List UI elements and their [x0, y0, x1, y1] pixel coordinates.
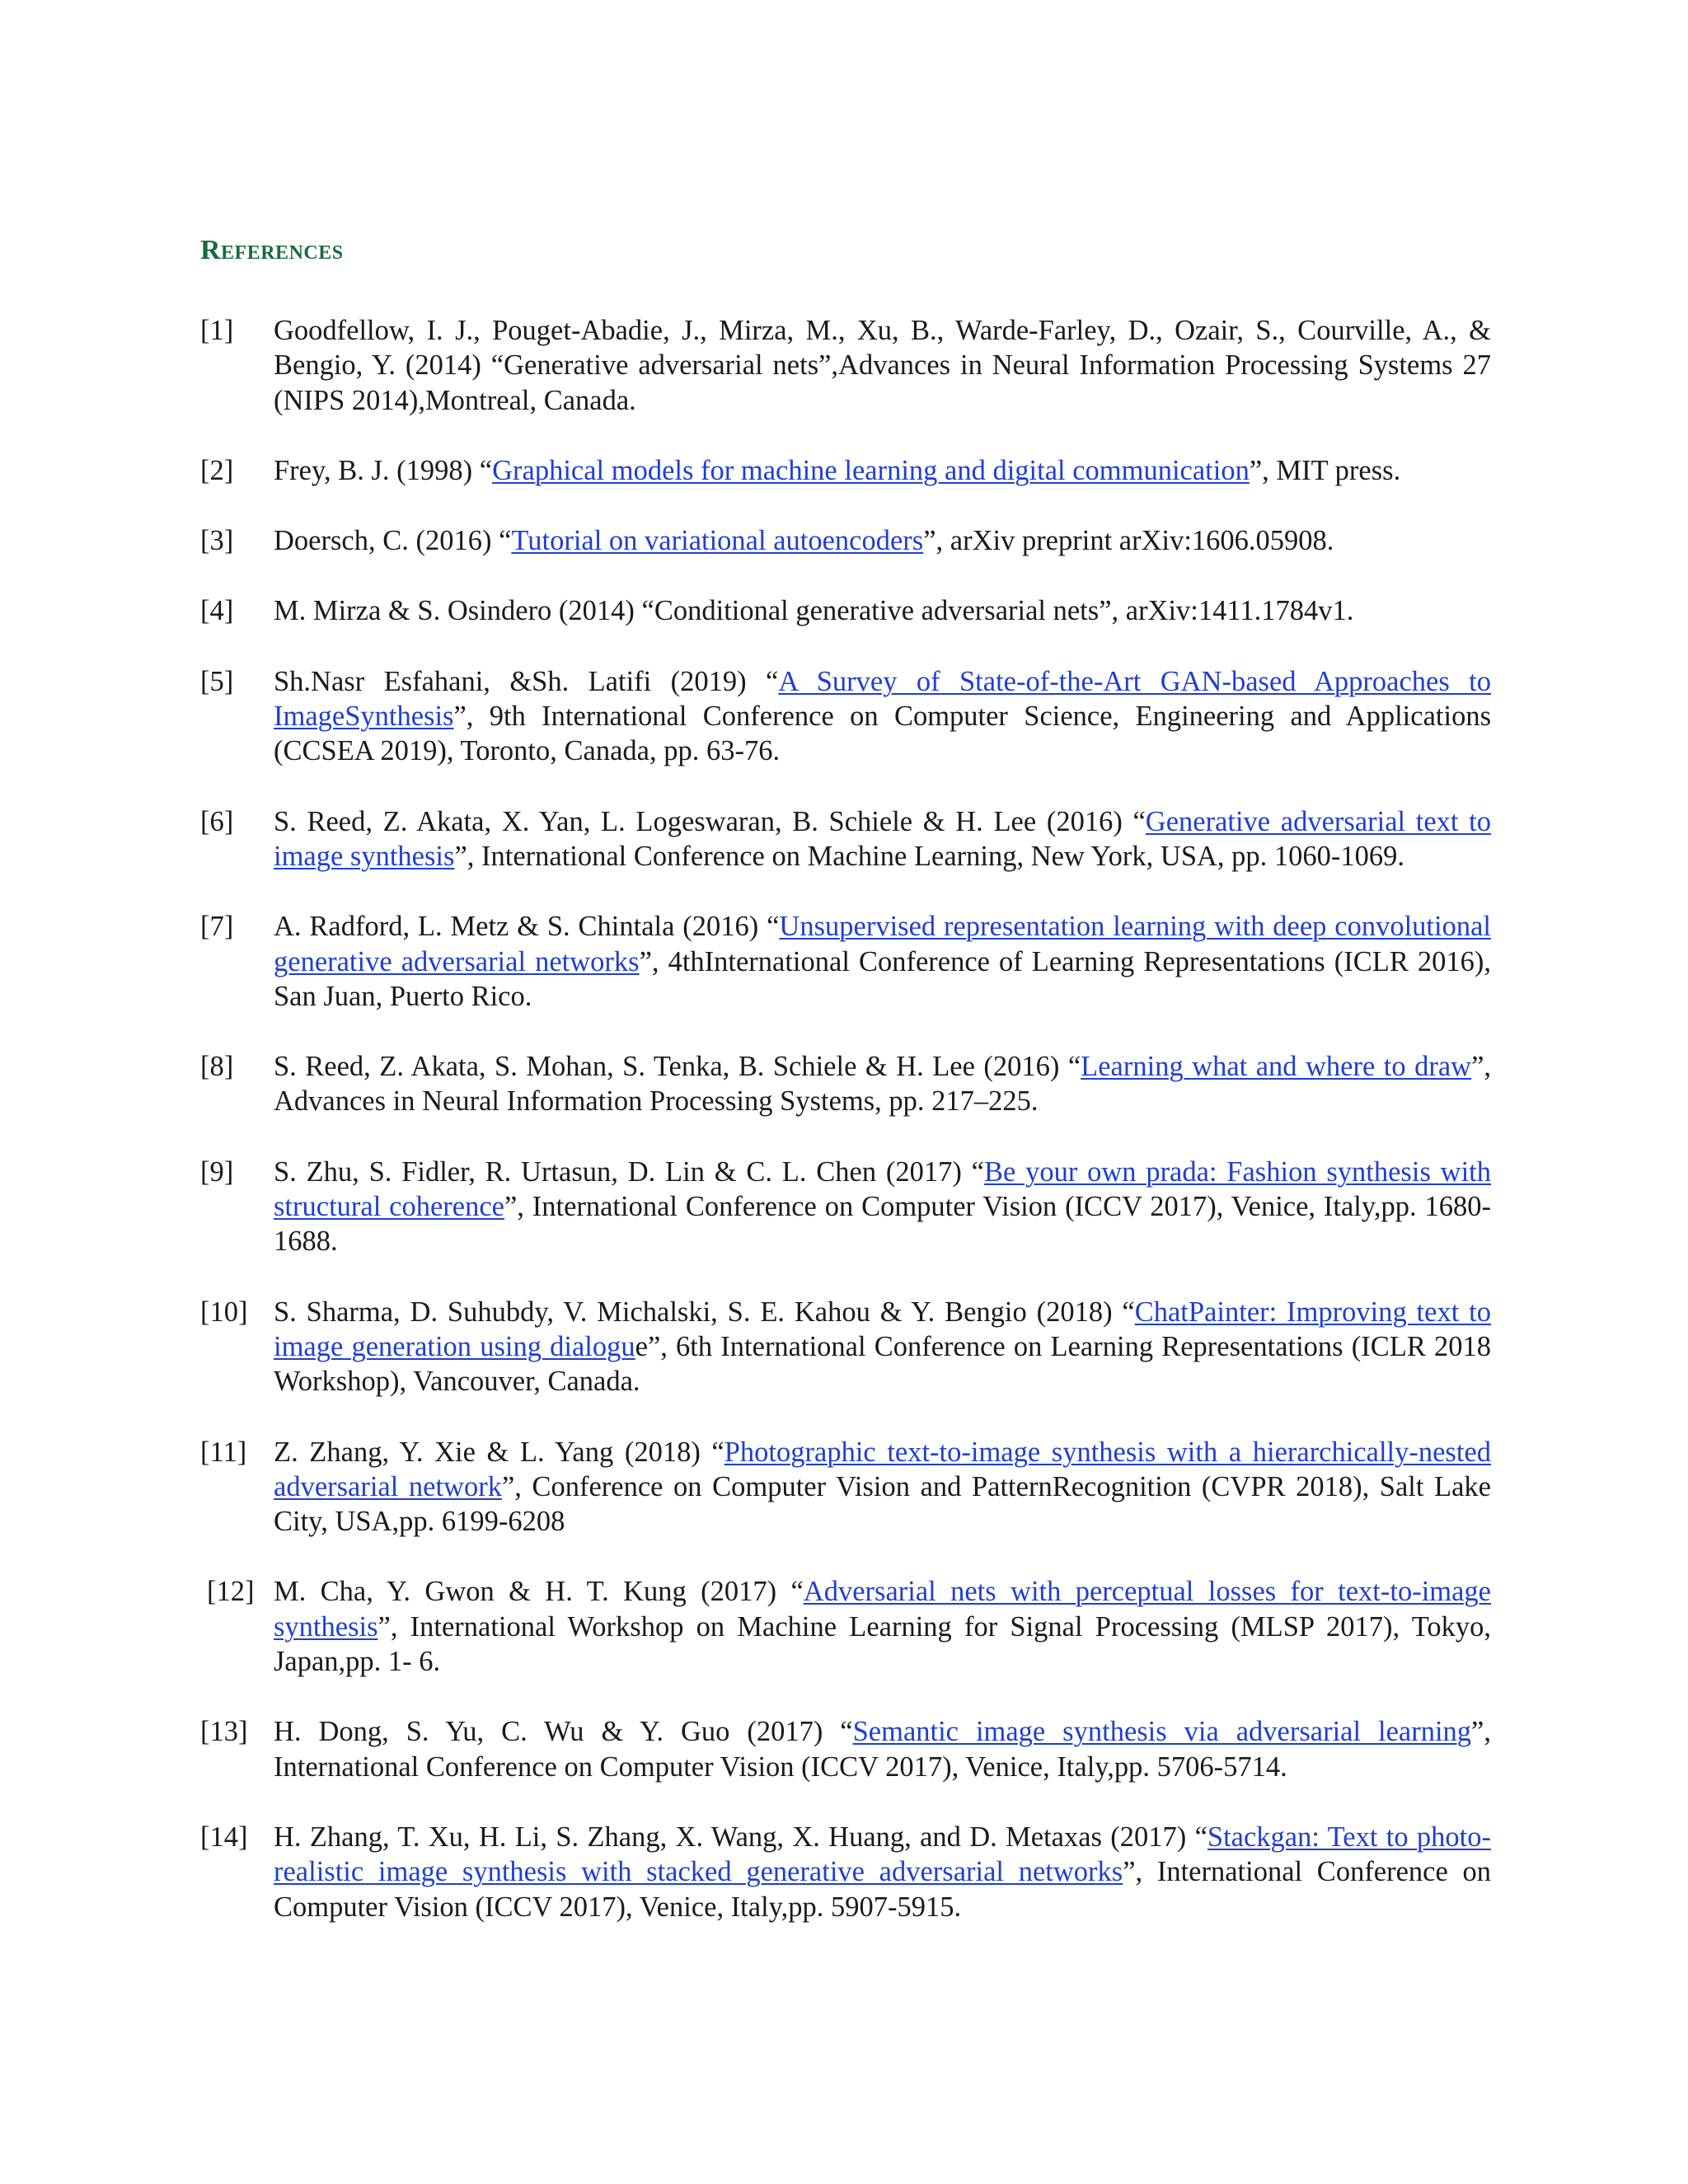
reference-link[interactable]: ChatPainter: Improving text to image generation using dialogu: [274, 1296, 1491, 1362]
reference-number: [14]: [200, 1821, 248, 1853]
reference-link[interactable]: Semantic image synthesis via adversarial learning: [852, 1716, 1472, 1748]
reference-item: [200, 523, 1491, 558]
reference-number: [12]: [207, 1576, 255, 1608]
reference-number: [1]: [200, 315, 234, 346]
reference-number: [2]: [200, 454, 234, 486]
reference-text: ”, Conference on Computer Vision and PatternRecognition (CVPR 2018), Salt Lake City, USA,pp. 6199-6208: [274, 1470, 1491, 1538]
reference-text: ”, International Workshop on Machine Learning for Signal Processing (MLSP 2017), Tokyo, Japan,pp. 1- 6.: [274, 1610, 1491, 1678]
reference-number: [3]: [200, 525, 234, 557]
reference-link[interactable]: Be your own prada: Fashion synthesis with structural coherence: [274, 1155, 1491, 1223]
reference-text: ”, arXiv preprint arXiv:1606.05908.: [923, 525, 1334, 557]
reference-text: ”, MIT press.: [1249, 454, 1401, 486]
reference-number: [10]: [200, 1296, 248, 1328]
reference-item: [200, 1435, 1491, 1540]
reference-text: e”, 6th International Conference on Learning Representations (ICLR 2018 Workshop), Vancouver, Canada.: [274, 1330, 1491, 1398]
reference-item: [200, 313, 1491, 418]
reference-text: Goodfellow, I. J., Pouget-Abadie, J., Mirza, M., Xu, B., Warde-Farley, D., Ozair, S., Courville, A., & Bengio, Y. (2014) “Generative adversarial nets”,Advances in Neural Information Processing Systems 27 (NIPS 2014),Montreal, Canada.: [274, 315, 1491, 416]
reference-text: M. Mirza & S. Osindero (2014) “Conditional generative adversarial nets”, arXiv:1411.1784v1.: [274, 595, 1354, 627]
reference-text: Z. Zhang, Y. Xie & L. Yang (2018) “: [274, 1436, 724, 1468]
reference-text: M. Cha, Y. Gwon & H. T. Kung (2017) “: [274, 1576, 804, 1608]
reference-list: [200, 313, 1491, 1960]
reference-text: ”, International Conference on Computer Vision (ICCV 2017), Venice, Italy,pp. 5907-5915.: [274, 1856, 1492, 1923]
reference-number: [11]: [200, 1436, 247, 1468]
reference-text: A. Radford, L. Metz & S. Chintala (2016) “: [274, 911, 780, 943]
reference-number: [13]: [200, 1716, 248, 1748]
reference-number: [8]: [200, 1051, 234, 1083]
reference-text: S. Reed, Z. Akata, X. Yan, L. Logeswaran, B. Schiele & H. Lee (2016) “: [274, 805, 1146, 837]
reference-item: [200, 664, 1491, 769]
reference-item: [200, 453, 1491, 488]
reference-number: [5]: [200, 665, 234, 697]
reference-item: [200, 1155, 1491, 1259]
reference-link[interactable]: Generative adversarial text to image synthesis: [274, 805, 1492, 872]
reference-link[interactable]: Graphical models for machine learning and digital communication: [492, 454, 1250, 486]
reference-text: Frey, B. J. (1998) “: [274, 454, 493, 486]
reference-text: ”, International Conference on Computer Vision (ICCV 2017), Venice, Italy,pp. 5706-5714.: [274, 1716, 1491, 1783]
reference-text: S. Reed, Z. Akata, S. Mohan, S. Tenka, B. Schiele & H. Lee (2016) “: [274, 1051, 1081, 1083]
references-heading: References: [200, 235, 344, 265]
reference-item: [200, 1574, 1491, 1679]
reference-text: Doersch, C. (2016) “: [274, 525, 512, 557]
reference-item: [200, 1049, 1491, 1119]
reference-item: [200, 1295, 1491, 1399]
reference-text: S. Zhu, S. Fidler, R. Urtasun, D. Lin & C. L. Chen (2017) “: [274, 1155, 984, 1188]
reference-text: ”, 4thInternational Conference of Learning Representations (ICLR 2016), San Juan, Puerto Rico.: [274, 945, 1492, 1012]
reference-link[interactable]: Learning what and where to draw: [1081, 1051, 1472, 1083]
reference-text: ”, International Conference on Machine Learning, New York, USA, pp. 1060-1069.: [454, 840, 1405, 872]
reference-link[interactable]: Unsupervised representation learning with deep convolutional generative adversarial networks: [274, 911, 1491, 977]
reference-text: H. Zhang, T. Xu, H. Li, S. Zhang, X. Wang, X. Huang, and D. Metaxas (2017) “: [274, 1821, 1207, 1853]
reference-link[interactable]: Stackgan: Text to photo-realistic image synthesis with stacked generative adversarial networks: [274, 1821, 1491, 1888]
reference-item: [200, 1820, 1491, 1924]
reference-text: Sh.Nasr Esfahani, &Sh. Latifi (2019) “: [274, 665, 779, 697]
reference-link[interactable]: Photographic text-to-image synthesis with a hierarchically-nested adversarial network: [274, 1436, 1492, 1502]
reference-item: [200, 804, 1491, 874]
reference-link[interactable]: Adversarial nets with perceptual losses for text-to-image synthesis: [274, 1576, 1491, 1643]
reference-link[interactable]: Tutorial on variational autoencoders: [511, 525, 924, 557]
reference-item: [200, 593, 1491, 628]
reference-item: [200, 1714, 1491, 1784]
reference-text: S. Sharma, D. Suhubdy, V. Michalski, S. E. Kahou & Y. Bengio (2018) “: [274, 1296, 1135, 1328]
reference-text: H. Dong, S. Yu, C. Wu & Y. Guo (2017) “: [274, 1716, 853, 1748]
reference-text: ”, 9th International Conference on Computer Science, Engineering and Applications (CCSEA 2019), Toronto, Canada, pp. 63-76.: [274, 701, 1491, 767]
reference-number: [9]: [200, 1155, 234, 1188]
reference-number: [6]: [200, 805, 234, 837]
reference-text: ”, International Conference on Computer Vision (ICCV 2017), Venice, Italy,pp. 1680-1688.: [274, 1191, 1491, 1258]
reference-number: [7]: [200, 911, 234, 943]
reference-text: ”, Advances in Neural Information Processing Systems, pp. 217–225.: [274, 1051, 1492, 1118]
reference-number: [4]: [200, 595, 234, 627]
reference-link[interactable]: A Survey of State-of-the-Art GAN-based Approaches to ImageSynthesis: [274, 665, 1491, 733]
reference-item: [200, 909, 1491, 1014]
